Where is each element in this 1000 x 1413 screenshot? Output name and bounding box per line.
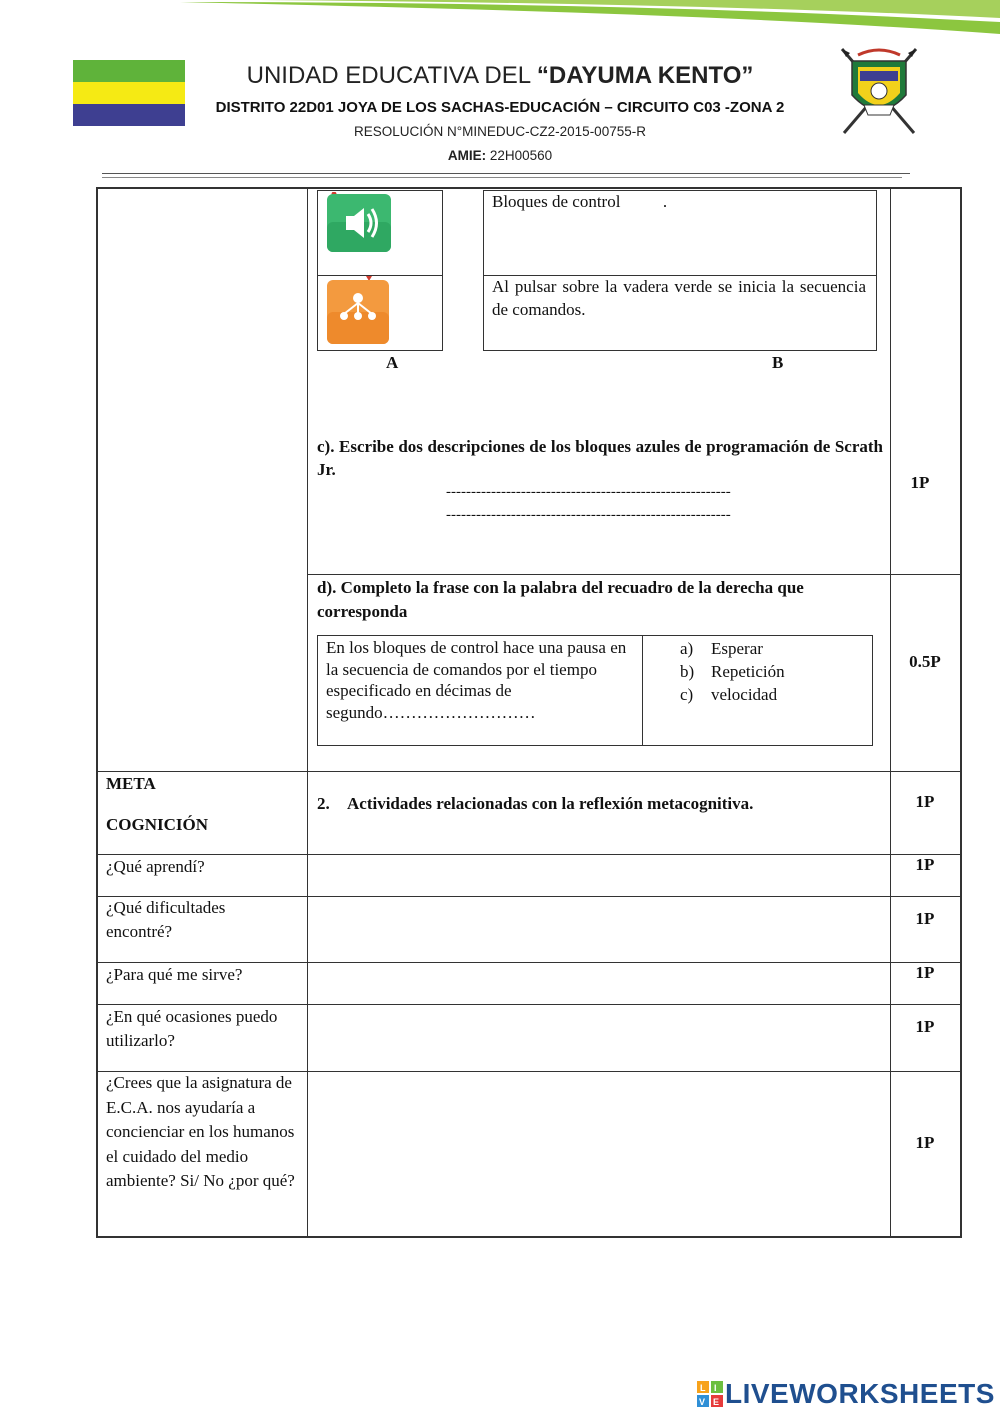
option-b[interactable]: b) Repetición (680, 662, 785, 681)
reflection-score: 1P (915, 909, 935, 928)
liveworksheets-mark-icon (697, 1381, 723, 1407)
svg-text:E: E (713, 1397, 720, 1407)
option-c[interactable]: c) velocidad (680, 685, 778, 704)
reflection-answer-field[interactable] (309, 1006, 889, 1070)
header-divider (102, 177, 902, 178)
answer-line-1[interactable]: --------------------------------------------------------- (446, 484, 731, 500)
match-description-1: Bloques de control . (492, 192, 668, 211)
school-crest-logo (838, 45, 920, 137)
header-divider (102, 173, 910, 174)
section-2-title: 2. Actividades relacionadas con la reflexión metacognitiva. (317, 794, 754, 813)
amie-line: AMIE: 22H00560 (447, 148, 553, 163)
resolution-line: RESOLUCIÓN N°MINEDUC-CZ2-2015-00755-R (354, 124, 646, 139)
reflection-question: ¿Para qué me sirve? (106, 965, 243, 984)
top-swoosh-decoration (0, 0, 1000, 45)
reflection-answer-field[interactable] (309, 964, 889, 1003)
reflection-score: 1P (915, 963, 935, 982)
column-label-b: B (772, 353, 784, 372)
section-2-score: 1P (915, 792, 935, 811)
meta-label-line1: META (106, 774, 156, 793)
column-label-a: A (386, 353, 399, 372)
question-c-score: 1P (910, 473, 930, 492)
question-d-text: d). Completo la frase con la palabra del recuadro de la derecha que corresponda (317, 578, 804, 621)
match-description-2: Al pulsar sobre la vadera verde se inicia la secuencia de comandos. (492, 277, 866, 319)
liveworksheets-wordmark: LIVEWORKSHEETS (725, 1378, 995, 1409)
question-c-text: c). Escribe dos descripciones de los bloques azules de programación de Scrath Jr. (317, 437, 883, 479)
liveworksheets-logo (697, 1378, 995, 1410)
answer-line-2[interactable]: --------------------------------------------------------- (446, 507, 731, 523)
district-line: DISTRITO 22D01 JOYA DE LOS SACHAS-EDUCACIÓN – CIRCUITO C03 -ZONA 2 (215, 99, 785, 116)
reflection-score: 1P (915, 855, 935, 874)
question-d-score: 0.5P (909, 652, 941, 671)
meta-label-line2: COGNICIÓN (106, 815, 209, 834)
reflection-answer-field[interactable] (309, 898, 889, 961)
svg-text:V: V (699, 1397, 706, 1407)
reflection-score: 1P (915, 1133, 935, 1152)
reflection-question: ¿Qué aprendí? (106, 857, 205, 876)
reflection-question: ¿Crees que la asignatura de E.C.A. nos ayudaría a concienciar en los humanos el cuidado del medio ambiente? Si/ No ¿por qué? (106, 1073, 295, 1191)
options-list (680, 637, 785, 706)
reflection-answer-field[interactable] (309, 856, 889, 895)
svg-text:L: L (700, 1383, 706, 1393)
svg-text:I: I (714, 1383, 717, 1393)
fill-in-sentence[interactable]: En los bloques de control hace una pausa en la secuencia de comandos por el tiempo especificado en décimas de segundo……………………… (326, 638, 627, 722)
option-a[interactable]: a) Esperar (680, 639, 763, 658)
school-title: UNIDAD EDUCATIVA DEL “DAYUMA KENTO” (246, 62, 754, 89)
speaker-block-icon[interactable] (326, 192, 392, 254)
reflection-answer-field[interactable] (309, 1073, 889, 1235)
reflection-question: ¿En qué ocasiones puedo utilizarlo? (106, 1007, 278, 1050)
reflection-score: 1P (915, 1017, 935, 1036)
reflection-question: ¿Qué dificultades encontré? (106, 898, 226, 941)
control-block-icon[interactable] (326, 276, 390, 346)
